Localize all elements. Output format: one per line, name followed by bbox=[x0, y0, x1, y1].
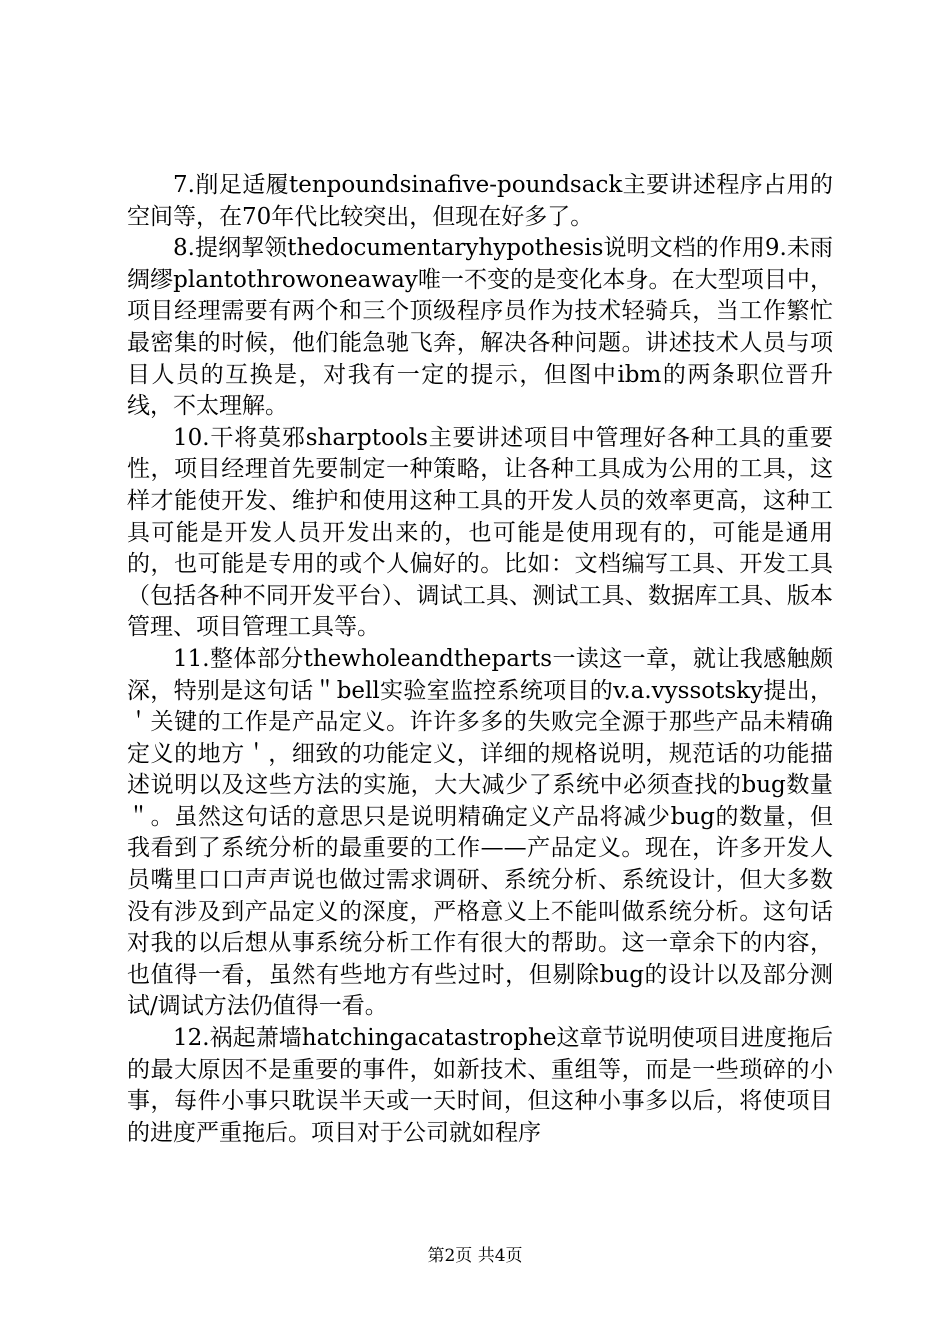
paragraph-10: 10.干将莫邪sharptools主要讲述项目中管理好各种工具的重要性，项目经理首先要制定一种策略，让各种工具成为公用的工具，这样才能使开发、维护和使用这种工具的开发人员的效率更高，这种工具可能是开发人员开发出来的，也可能是使用现有的，可能是通用的，也可能是专用的或个人偏好的。比如：文档编写工具、开发工具（包括各种不同开发平台）、调试工具、测试工具、数据库工具、版本管理、项目管理工具等。 bbox=[127, 424, 833, 641]
paragraph-11: 11.整体部分thewholeandtheparts一读这一章，就让我感触颇深，特别是这句话＂bell实验室监控系统项目的v.a.vyssotsky提出，＇关键的工作是产品定义。许许多多的失败完全源于那些产品未精确定义的地方＇，细致的功能定义，详细的规格说明，规范话的功能描述说明以及这些方法的实施，大大减少了系统中必须查找的bug数量＂。虽然这句话的意思只是说明精确定义产品将减少bug的数量，但我看到了系统分析的最重要的工作——产品定义。现在，许多开发人员嘴里口口声声说也做过需求调研、系统分析、系统设计，但大多数没有涉及到产品定义的深度，严格意义上不能叫做系统分析。这句话对我的以后想从事系统分析工作有很大的帮助。这一章余下的内容，也值得一看，虽然有些地方有些过时，但剔除bug的设计以及部分测试/调试方法仍值得一看。 bbox=[127, 645, 833, 1020]
paragraph-8-9: 8.提纲挈领thedocumentaryhypothesis说明文档的作用9.未雨绸缪plantothrowoneaway唯一不变的是变化本身。在大型项目中，项目经理需要有两个和三个顶级程序员作为技术轻骑兵，当工作繁忙最密集的时候，他们能急驰飞奔，解决各种问题。讲述技术人员与项目人员的互换是，对我有一定的提示，但图中ibm的两条职位晋升线，不太理解。 bbox=[127, 235, 833, 420]
document-body bbox=[127, 170, 833, 1149]
page-footer: 第2页 共4页 bbox=[427, 1246, 523, 1266]
paragraph-7: 7.削足适履tenpoundsinafive-poundsack主要讲述程序占用的空间等，在70年代比较突出，但现在好多了。 bbox=[127, 172, 833, 230]
paragraph-12: 12.祸起萧墙hatchingacatastrophe这章节说明使项目进度拖后的最大原因不是重要的事件，如新技术、重组等，而是一些琐碎的小事，每件小事只耽误半天或一天时间，但这种小事多以后，将使项目的进度严重拖后。项目对于公司就如程序 bbox=[127, 1025, 833, 1146]
